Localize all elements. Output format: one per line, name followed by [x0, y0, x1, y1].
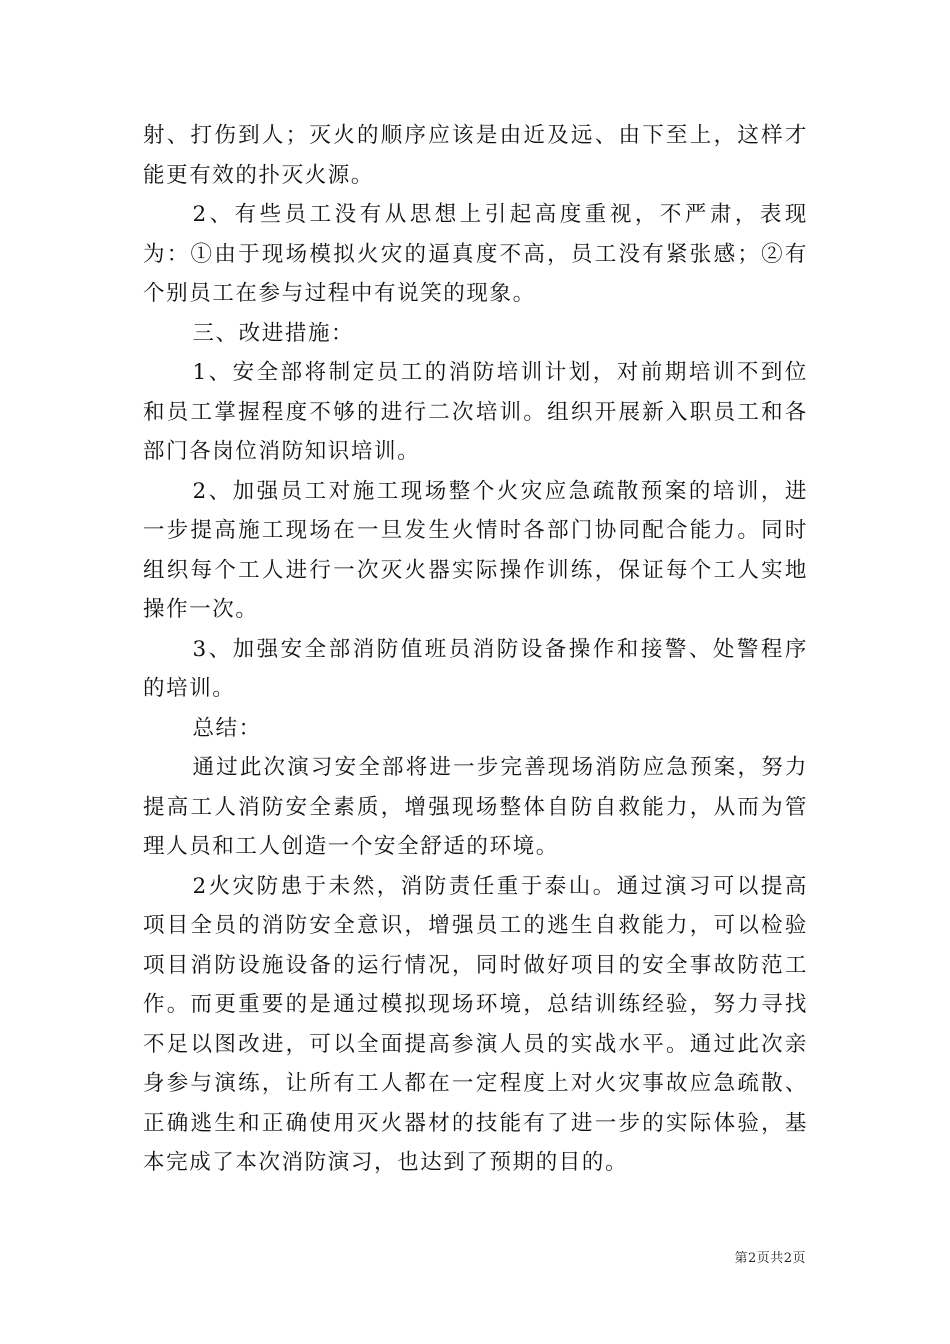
paragraph-measure-2: 2、加强员工对施工现场整个火灾应急疏散预案的培训，进一步提高施工现场在一旦发生火情时各部门协同配合能力。同时组织每个工人进行一次灭火器实际操作训练，保证每个工人实地操作一次。 [143, 478, 808, 622]
paragraph-measure-3: 3、加强安全部消防值班员消防设备操作和接警、处警程序的培训。 [143, 636, 808, 701]
document-body [143, 116, 808, 1183]
paragraph-summary-1: 通过此次演习安全部将进一步完善现场消防应急预案，努力提高工人消防安全素质，增强现场整体自防自救能力，从而为管理人员和工人创造一个安全舒适的环境。 [143, 755, 808, 859]
paragraph-issue-2: 2、有些员工没有从思想上引起高度重视，不严肃，表现为：①由于现场模拟火灾的逼真度不高，员工没有紧张感；②有个别员工在参与过程中有说笑的现象。 [143, 202, 808, 306]
page-number-footer: 第2页共2页 [734, 1251, 806, 1266]
paragraph-continuation: 射、打伤到人；灭火的顺序应该是由近及远、由下至上，这样才能更有效的扑灭火源。 [143, 123, 808, 188]
paragraph-summary-2: 2火灾防患于未然，消防责任重于泰山。通过演习可以提高项目全员的消防安全意识，增强员工的逃生自救能力，可以检验项目消防设施设备的运行情况，同时做好项目的安全事故防范工作。而更重要的是通过模拟现场环境，总结训练经验，努力寻找不足以图改进，可以全面提高参演人员的实战水平。通过此次亲身参与演练，让所有工人都在一定程度上对火灾事故应急疏散、正确逃生和正确使用灭火器材的技能有了进一步的实际体验，基本完成了本次消防演习，也达到了预期的目的。 [143, 873, 808, 1175]
paragraph-measure-1: 1、安全部将制定员工的消防培训计划，对前期培训不到位和员工掌握程度不够的进行二次培训。组织开展新入职员工和各部门各岗位消防知识培训。 [143, 360, 808, 464]
section-heading-summary: 总结： [192, 715, 262, 741]
section-heading-improvements: 三、改进措施： [192, 320, 355, 346]
